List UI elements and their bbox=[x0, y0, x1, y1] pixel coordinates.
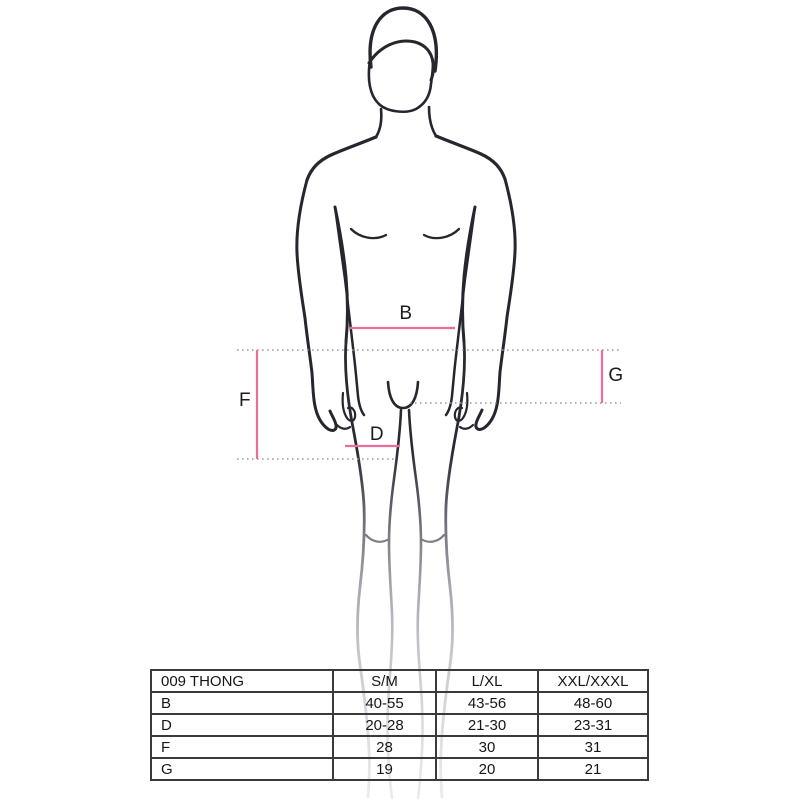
cell-value: 40-55 bbox=[333, 692, 436, 714]
cell-value: 43-56 bbox=[436, 692, 538, 714]
row-label: G bbox=[151, 758, 333, 780]
cell-value: 48-60 bbox=[538, 692, 648, 714]
size-table-col-xxl: XXL/XXXL bbox=[538, 670, 648, 692]
cell-value: 30 bbox=[436, 736, 538, 758]
cell-value: 19 bbox=[333, 758, 436, 780]
neck-right bbox=[429, 107, 436, 136]
crotch-curve bbox=[388, 382, 418, 408]
face-outline bbox=[369, 60, 433, 112]
arm-outer-right bbox=[476, 179, 515, 429]
size-table-col-sm: S/M bbox=[333, 670, 436, 692]
arm-outer-left bbox=[297, 180, 336, 430]
measure-label-g: G bbox=[608, 365, 624, 386]
cell-value: 31 bbox=[538, 736, 648, 758]
row-label: B bbox=[151, 692, 333, 714]
size-table-row-f bbox=[151, 736, 648, 758]
row-label: D bbox=[151, 714, 333, 736]
hair-outline bbox=[370, 8, 436, 71]
cell-value: 20-28 bbox=[333, 714, 436, 736]
size-table bbox=[150, 669, 649, 781]
chest-left bbox=[351, 229, 386, 238]
size-table-title: 009 THONG bbox=[151, 670, 333, 692]
cell-value: 20 bbox=[436, 758, 538, 780]
arm-inner-left bbox=[335, 207, 364, 415]
size-table-row-g bbox=[151, 758, 648, 780]
cell-value: 28 bbox=[333, 736, 436, 758]
size-table-header-row bbox=[151, 670, 648, 692]
size-table-row-d bbox=[151, 714, 648, 736]
arm-inner-right bbox=[446, 207, 475, 415]
cell-value: 21 bbox=[538, 758, 648, 780]
measurement-lines bbox=[237, 328, 624, 459]
knee-right bbox=[421, 535, 444, 542]
measure-label-b: B bbox=[399, 303, 413, 324]
measure-label-f: F bbox=[238, 390, 252, 411]
neck-left bbox=[376, 109, 381, 137]
shoulder-right bbox=[436, 136, 505, 179]
knee-left bbox=[366, 535, 389, 542]
size-table-row-b bbox=[151, 692, 648, 714]
shoulder-left bbox=[307, 137, 376, 180]
hand-right-finger bbox=[460, 425, 473, 429]
hair-sweep bbox=[369, 41, 433, 80]
measure-label-d: D bbox=[369, 424, 385, 445]
cell-value: 23-31 bbox=[538, 714, 648, 736]
row-label: F bbox=[151, 736, 333, 758]
chest-right bbox=[424, 229, 459, 238]
hand-left-finger bbox=[337, 425, 350, 429]
cell-value: 21-30 bbox=[436, 714, 538, 736]
size-table-col-lxl: L/XL bbox=[436, 670, 538, 692]
